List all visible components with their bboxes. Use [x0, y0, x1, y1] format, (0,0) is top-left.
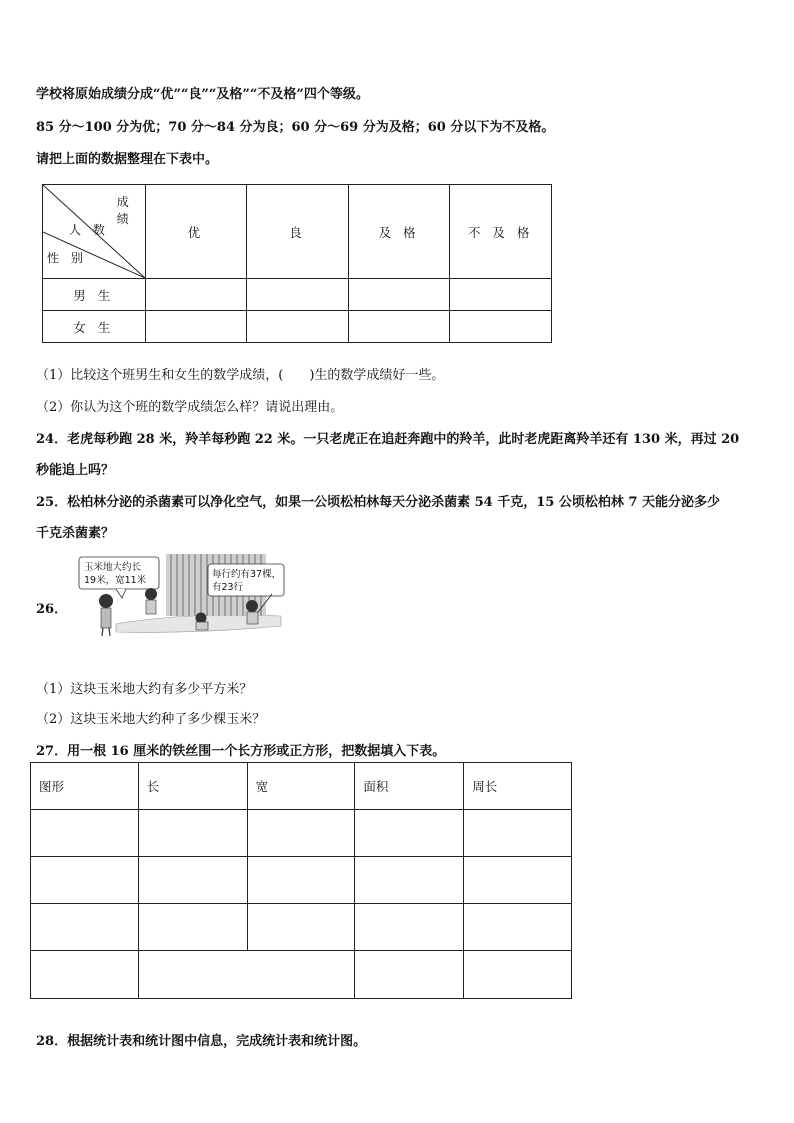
question-26-2: （2）这块玉米地大约种了多少棵玉米？	[36, 712, 266, 727]
header-area: 面积	[355, 763, 464, 810]
problem-25-line-1: 25．松柏林分泌的杀菌素可以净化空气，如果一公顷松柏林每天分泌杀菌素 54 千克，15 公顷松柏林 7 天能分泌多少	[36, 495, 720, 510]
corner-label-gender: 性 别	[47, 251, 87, 265]
blank-cell[interactable]	[247, 810, 355, 857]
blank-cell[interactable]	[31, 951, 139, 999]
problem-28: 28．根据统计表和统计图中信息，完成统计表和统计图。	[36, 1034, 367, 1049]
grade-table	[42, 184, 552, 343]
blank-cell[interactable]	[450, 279, 552, 311]
blank-cell[interactable]	[355, 857, 464, 904]
corner-label-grade: 成 绩	[116, 195, 133, 226]
header-pass: 及 格	[348, 185, 450, 279]
blank-cell[interactable]	[464, 904, 572, 951]
blank-cell[interactable]	[348, 311, 450, 343]
problem-24-line-1: 24．老虎每秒跑 28 米，羚羊每秒跑 22 米。一只老虎正在追赶奔跑中的羚羊，此时老虎距离羚羊还有 130 米，再过 20	[36, 432, 740, 447]
bubble-right-text-2: 有23行	[212, 582, 244, 593]
question-2: （2）你认为这个班的数学成绩怎么样？请说出理由。	[36, 400, 344, 415]
bubble-left-text-2: 19米，宽11米	[84, 575, 147, 586]
blank-cell[interactable]	[138, 904, 247, 951]
intro-line-3: 请把上面的数据整理在下表中。	[36, 152, 219, 167]
blank-cell[interactable]	[31, 857, 139, 904]
blank-cell[interactable]	[138, 810, 247, 857]
question-26-1: （1）这块玉米地大约有多少平方米？	[36, 682, 253, 697]
bubble-left-text-1: 玉米地大约长	[84, 562, 142, 573]
header-good: 良	[247, 185, 349, 279]
blank-cell[interactable]	[355, 810, 464, 857]
cornfield-illustration	[76, 554, 286, 636]
problem-24-line-2: 秒能追上吗？	[36, 463, 115, 478]
header-width: 宽	[247, 763, 355, 810]
diagonal-header-cell	[43, 185, 146, 279]
blank-cell[interactable]	[247, 904, 355, 951]
header-fail: 不 及 格	[450, 185, 552, 279]
blank-cell[interactable]	[464, 810, 572, 857]
shape-table	[30, 762, 572, 999]
blank-cell[interactable]	[464, 857, 572, 904]
blank-cell[interactable]	[247, 279, 349, 311]
row-label-boys: 男 生	[43, 279, 146, 311]
bubble-right-text-1: 每行约有37棵，	[212, 569, 282, 580]
blank-cell[interactable]	[355, 904, 464, 951]
intro-line-2: 85 分～100 分为优；70 分～84 分为良；60 分～69 分为及格；60 分以下为不及格。	[36, 120, 555, 135]
blank-cell[interactable]	[31, 904, 139, 951]
row-label-girls: 女 生	[43, 311, 146, 343]
intro-line-1: 学校将原始成绩分成“优”“良”“及格”“不及格”四个等级。	[36, 87, 369, 102]
blank-cell[interactable]	[145, 311, 247, 343]
blank-cell[interactable]	[31, 810, 139, 857]
blank-cell[interactable]	[450, 311, 552, 343]
blank-cell[interactable]	[348, 279, 450, 311]
blank-merged-cell[interactable]	[138, 951, 355, 999]
header-excellent: 优	[145, 185, 247, 279]
header-perimeter: 周长	[464, 763, 572, 810]
question-1: （1）比较这个班男生和女生的数学成绩，( )生的数学成绩好一些。	[36, 368, 445, 383]
blank-cell[interactable]	[355, 951, 464, 999]
problem-25-line-2: 千克杀菌素？	[36, 526, 115, 541]
blank-cell[interactable]	[247, 311, 349, 343]
cornfield-drawing	[76, 554, 286, 636]
problem-26-number: 26．	[36, 602, 68, 617]
problem-27: 27．用一根 16 厘米的铁丝围一个长方形或正方形，把数据填入下表。	[36, 744, 446, 759]
header-shape: 图形	[31, 763, 139, 810]
header-length: 长	[138, 763, 247, 810]
blank-cell[interactable]	[247, 857, 355, 904]
blank-cell[interactable]	[138, 857, 247, 904]
blank-cell[interactable]	[464, 951, 572, 999]
corner-label-count: 人 数	[69, 223, 109, 237]
blank-cell[interactable]	[145, 279, 247, 311]
